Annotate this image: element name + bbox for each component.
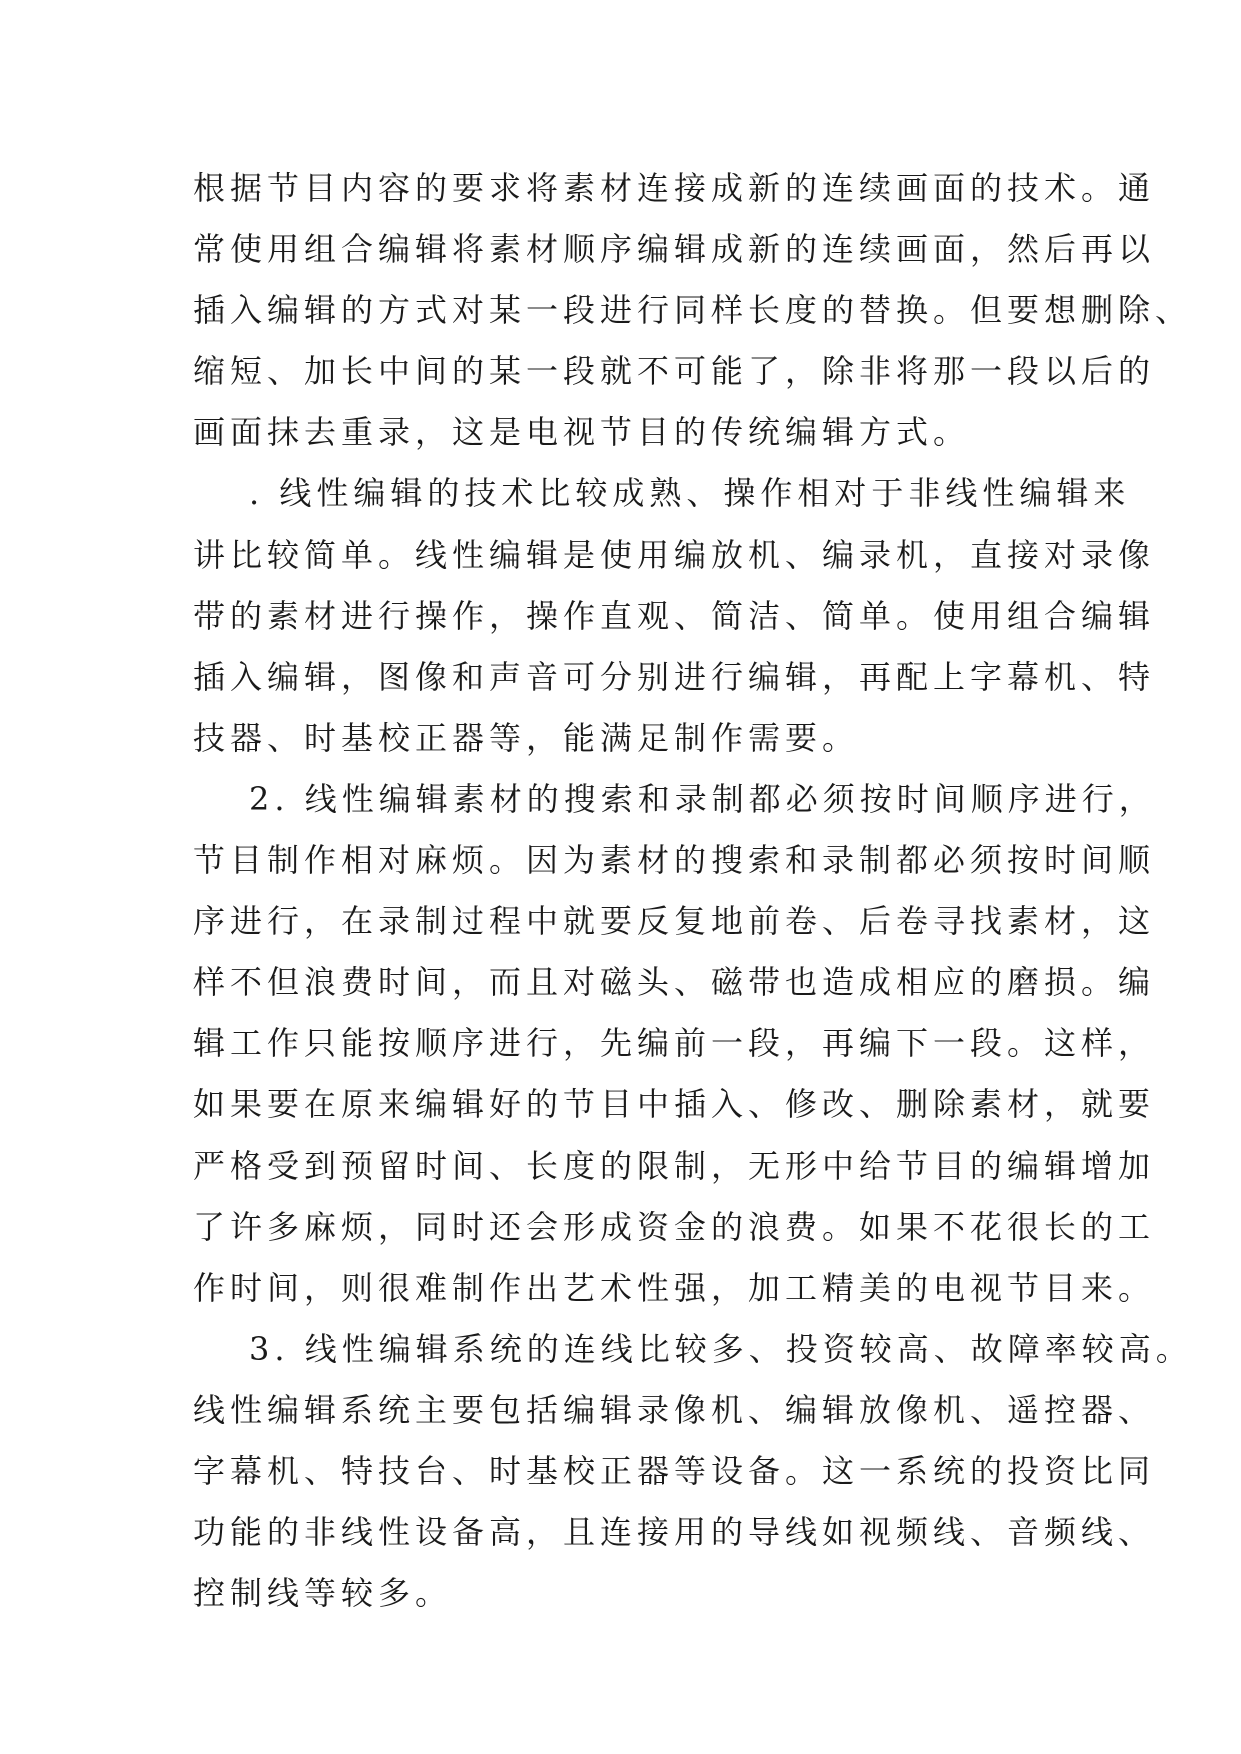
- text-line: 如果要在原来编辑好的节目中插入、修改、删除素材，就要: [193, 1085, 1156, 1124]
- text-line: 缩短、加长中间的某一段就不可能了，除非将那一段以后的: [193, 352, 1156, 391]
- text-line: 画面抹去重录，这是电视节目的传统编辑方式。: [193, 413, 971, 452]
- text-line: 带的素材进行操作，操作直观、简洁、简单。使用组合编辑: [193, 596, 1156, 635]
- text-line: . 线性编辑的技术比较成熟、操作相对于非线性编辑来: [249, 474, 1131, 513]
- text-line: 插入编辑的方式对某一段进行同样长度的替换。但要想删除、: [193, 291, 1193, 330]
- text-line: 插入编辑，图像和声音可分别进行编辑，再配上字幕机、特: [193, 657, 1156, 696]
- text-line: 常使用组合编辑将素材顺序编辑成新的连续画面，然后再以: [193, 230, 1156, 269]
- paragraph-point-3: [193, 1319, 1193, 1624]
- text-line: 控制线等较多。: [193, 1574, 453, 1613]
- paragraph-point-1: [193, 463, 1156, 768]
- text-line: 线性编辑系统主要包括编辑录像机、编辑放像机、遥控器、: [193, 1390, 1156, 1429]
- document-body: [193, 158, 1193, 1624]
- text-line: 辑工作只能按顺序进行，先编前一段，再编下一段。这样，: [193, 1024, 1156, 1063]
- paragraph-point-2: [193, 769, 1156, 1319]
- text-line: 讲比较简单。线性编辑是使用编放机、编录机，直接对录像: [193, 535, 1156, 574]
- text-line: 字幕机、特技台、时基校正器等设备。这一系统的投资比同: [193, 1451, 1156, 1490]
- text-line: 节目制作相对麻烦。因为素材的搜索和录制都必须按时间顺: [193, 841, 1156, 880]
- text-line: 了许多麻烦，同时还会形成资金的浪费。如果不花很长的工: [193, 1207, 1156, 1246]
- paragraph-continuation: [193, 158, 1193, 463]
- text-line: 作时间，则很难制作出艺术性强，加工精美的电视节目来。: [193, 1268, 1156, 1307]
- text-line: 功能的非线性设备高，且连接用的导线如视频线、音频线、: [193, 1513, 1156, 1552]
- text-line: 2. 线性编辑素材的搜索和录制都必须按时间顺序进行，: [249, 779, 1156, 818]
- text-line: 3. 线性编辑系统的连线比较多、投资较高、故障率较高。: [249, 1329, 1193, 1368]
- text-line: 样不但浪费时间，而且对磁头、磁带也造成相应的磨损。编: [193, 963, 1156, 1002]
- text-line: 根据节目内容的要求将素材连接成新的连续画面的技术。通: [193, 169, 1156, 207]
- text-line: 序进行，在录制过程中就要反复地前卷、后卷寻找素材，这: [193, 902, 1156, 941]
- text-line: 严格受到预留时间、长度的限制，无形中给节目的编辑增加: [193, 1146, 1156, 1185]
- text-line: 技器、时基校正器等，能满足制作需要。: [193, 718, 860, 757]
